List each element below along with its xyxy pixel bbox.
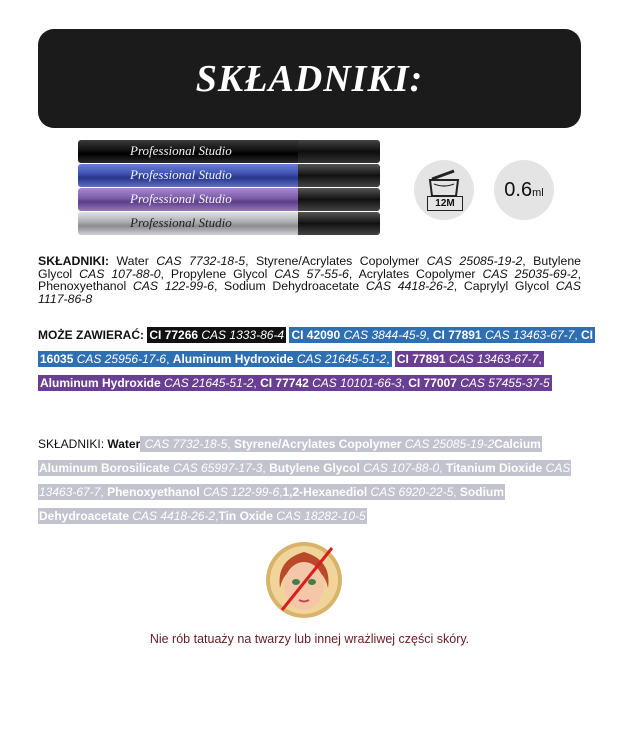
cas-number: CAS 3844-45-9 [343, 328, 427, 342]
separator: , [166, 352, 173, 366]
cas-number: CAS 4418-26-2 [365, 279, 454, 293]
cas-number: CAS 25085-19-2 [426, 254, 523, 268]
separator: , [227, 437, 235, 451]
ingredient-name: Phenoxyethanol [38, 279, 127, 293]
ingredients-list-3 [38, 432, 578, 528]
cas-number: CAS 122-99-6 [203, 485, 280, 499]
ingredient-name: 1,2-Hexanediol [282, 485, 368, 499]
ingredient-name: Acrylates Copolymer [358, 266, 476, 281]
pao-badge [414, 160, 474, 220]
ingredient-name: Water [116, 254, 149, 268]
ingredient-name: Calcium Aluminum Borosilicate [39, 437, 541, 475]
cas-number: CAS 1333-86-4 [201, 328, 285, 342]
separator: , [426, 328, 433, 342]
separator: , [577, 266, 581, 281]
no-face-tattoo-icon [262, 538, 346, 622]
ingredient-name: CI 77891 [396, 352, 446, 366]
highlight-black-shade [147, 327, 286, 343]
warning-text: Nie rób tatuaży na twarzy lub innej wrażliwej części skóry. [149, 632, 470, 646]
separator: , [253, 376, 261, 390]
ingredient-name: Styrene/Acrylates Copolymer [255, 254, 420, 268]
ingredient-name: Sodium Dehydroacetate [224, 279, 360, 293]
cas-number: CAS 21645-51-2 [164, 376, 254, 390]
pen-silver [78, 212, 380, 235]
separator: , [401, 376, 409, 390]
may-contain-list [38, 323, 598, 395]
pen-purple [78, 188, 380, 211]
separator: , [262, 461, 270, 475]
ingredient-name: CI 16035 [40, 328, 593, 366]
cas-number: CAS 25956-17-6 [76, 352, 167, 366]
cas-number: CAS 1117-86-8 [38, 279, 581, 306]
pen-brand-label: Professional Studio [130, 191, 232, 206]
cas-number: CAS 107-88-0 [363, 461, 440, 475]
separator: , [348, 266, 359, 281]
separator: , [453, 485, 460, 499]
ingredient-name: CI 77742 [260, 376, 309, 390]
ingredient-name: Caprylyl Glycol [463, 279, 550, 293]
page-title: SKŁADNIKI: [195, 57, 424, 100]
volume-badge [494, 160, 554, 220]
ingredient-name: Sodium Dehydroacetate [39, 485, 504, 523]
open-jar-icon [424, 168, 464, 198]
ingredient-name: CI 42090 [291, 328, 341, 342]
ingredient-name: Butylene Glycol [269, 461, 360, 475]
separator: , [538, 352, 542, 366]
cas-number: CAS 25035-69-2 [482, 266, 578, 281]
ingredient-name: Phenoxyethanol [107, 485, 200, 499]
separator: , [439, 461, 446, 475]
ingredient-name: Aluminum Hydroxide [172, 352, 294, 366]
separator: , [215, 509, 219, 523]
pen-black [78, 140, 380, 163]
separator: , [245, 254, 256, 268]
separator: , [279, 485, 283, 499]
cas-number: CAS 65997-17-3 [173, 461, 263, 475]
separator: , [453, 279, 464, 293]
cas-number: CAS 10101-66-3 [312, 376, 402, 390]
pen-brand-label: Professional Studio [130, 143, 232, 158]
cas-number: CAS 13463-67-7 [484, 328, 575, 342]
ingredients-label: SKŁADNIKI: [38, 254, 110, 268]
cas-number: CAS 7732-18-5 [144, 437, 228, 451]
cas-number: CAS 57-55-6 [274, 266, 349, 281]
cas-number: CAS 21645-51-2 [296, 352, 387, 366]
separator: , [213, 279, 225, 293]
ingredients-label: SKŁADNIKI: [38, 437, 105, 451]
product-image [78, 140, 380, 236]
ingredient-name: Styrene/Acrylates Copolymer [234, 437, 402, 451]
ingredients-lead [38, 437, 140, 451]
title-banner [38, 29, 581, 128]
cas-number: CAS 107-88-0 [79, 266, 161, 281]
cas-number: CAS 7732-18-5 [156, 254, 246, 268]
ingredient-name: Butylene Glycol [38, 254, 582, 281]
pen-brand-label: Professional Studio [130, 167, 232, 182]
pao-label: 12M [427, 196, 463, 211]
cas-number: CAS 122-99-6 [132, 279, 214, 293]
ingredient-name: Propylene Glycol [170, 266, 268, 281]
cas-number: CAS 57455-37-5 [460, 376, 550, 390]
cas-number: CAS 13463-67-7 [448, 352, 539, 366]
ingredient-name: CI 77007 [408, 376, 457, 390]
separator: , [100, 485, 108, 499]
pen-brand-label: Professional Studio [130, 215, 232, 230]
separator: , [386, 352, 390, 366]
may-contain-label: MOŻE ZAWIERAĆ: [38, 328, 144, 342]
ingredient-name: CI 77266 [149, 328, 199, 342]
separator: , [160, 266, 171, 281]
separator: , [522, 254, 534, 268]
ingredients-list-1 [38, 255, 581, 305]
cas-number: CAS 4418-26-2 [132, 509, 216, 523]
ingredient-name: Tin Oxide [218, 509, 273, 523]
ingredient-name: Titanium Dioxide [445, 461, 543, 475]
pen-blue [78, 164, 380, 187]
separator: , [574, 328, 581, 342]
ingredient-name: Aluminum Hydroxide [40, 376, 161, 390]
cas-number: CAS 18282-10-5 [276, 509, 366, 523]
volume-unit: ml [532, 187, 544, 199]
volume-number: 0.6 [504, 178, 533, 201]
ingredient-name: Water [107, 437, 141, 451]
cas-number: CAS 25085-19-2 [404, 437, 495, 451]
cas-number: CAS 13463-67-7 [39, 461, 571, 499]
ingredient-name: CI 77891 [432, 328, 482, 342]
cas-number: CAS 6920-22-5 [370, 485, 454, 499]
